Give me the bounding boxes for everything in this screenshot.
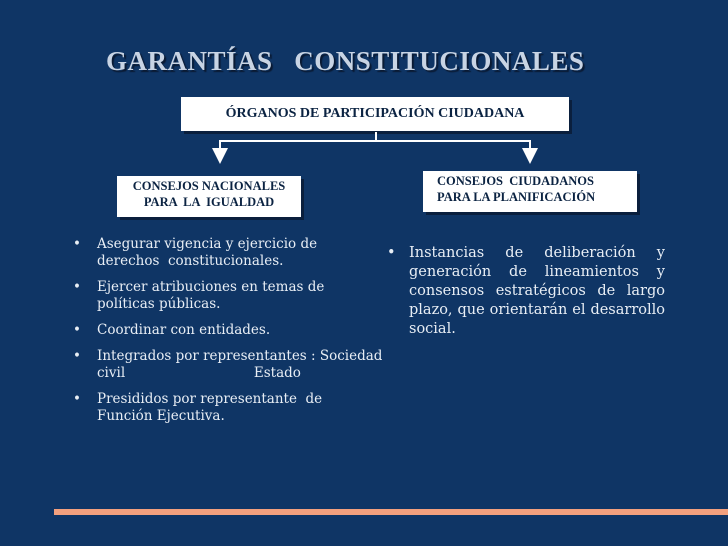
bullet-icon: • <box>73 279 81 295</box>
box-consejos-ciudadanos: CONSEJOS CIUDADANOS PARA LA PLANIFICACIÓN <box>423 171 637 212</box>
bullet-icon: • <box>73 391 81 407</box>
list-item: • Coordinar con entidades. <box>73 322 271 338</box>
bullet-icon: • <box>73 322 81 338</box>
footer-accent-bar <box>54 509 728 515</box>
root-box-organos: ÓRGANOS DE PARTICIPACIÓN CIUDADANA <box>181 97 569 131</box>
list-item: • Integrados por representantes : Sociedad civil Estado <box>73 348 383 381</box>
list-item: • Instancias de deliberación y generación de lineamientos y consensos estratégicos de largo plazo, que orientarán el desarrollo social. <box>387 245 665 337</box>
box-consejos-nacionales: CONSEJOS NACIONALES PARA LA IGUALDAD <box>117 176 301 217</box>
bullet-icon: • <box>73 236 81 252</box>
bullet-icon: • <box>73 348 81 364</box>
list-item: • Asegurar vigencia y ejercicio de derechos constitucionales. <box>73 236 318 269</box>
list-item: • Ejercer atribuciones en temas de políticas públicas. <box>73 279 325 312</box>
bullet-icon: • <box>387 245 396 261</box>
slide-title: GARANTÍAS CONSTITUCIONALES <box>106 46 585 76</box>
list-item: • Presididos por representante de Función Ejecutiva. <box>73 391 323 424</box>
left-bullet-list <box>73 236 394 434</box>
right-bullet-list <box>387 244 665 339</box>
